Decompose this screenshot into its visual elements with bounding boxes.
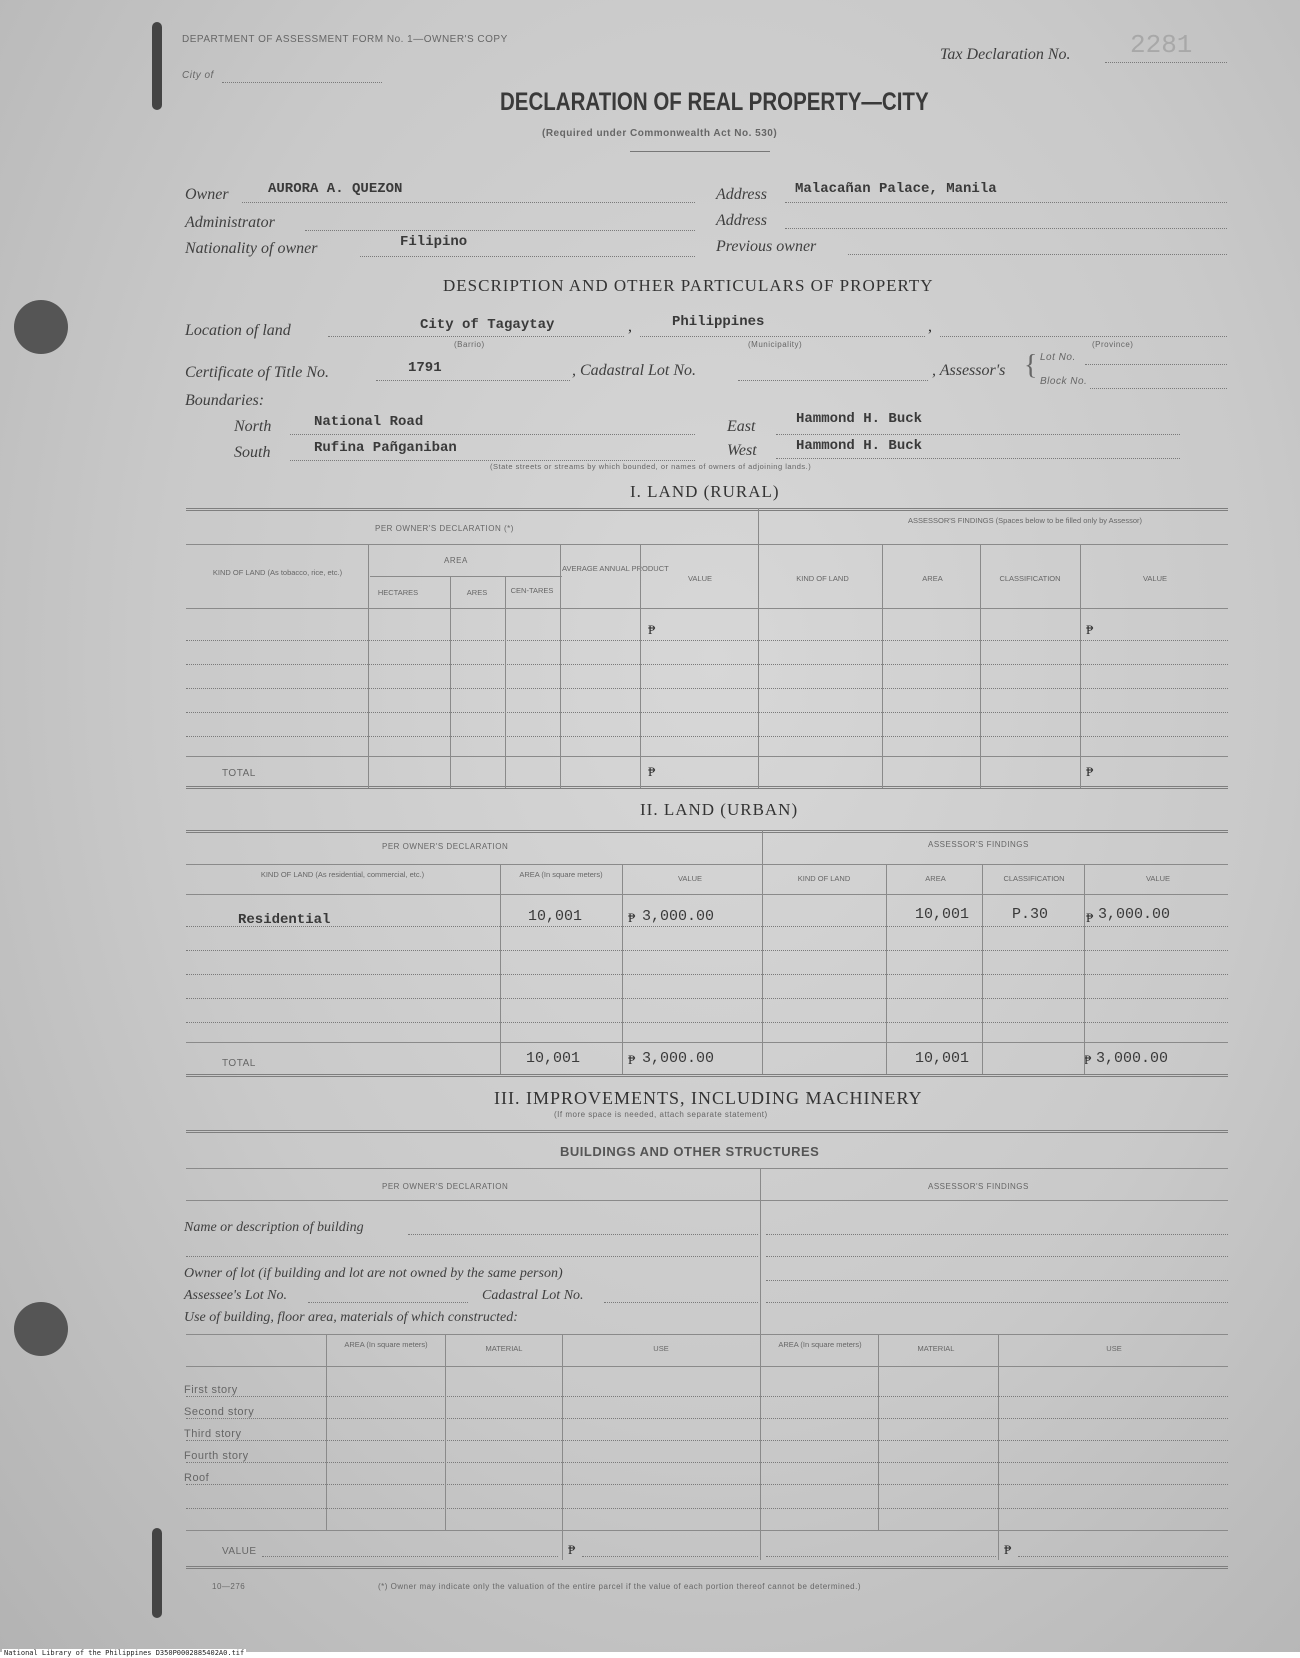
admin-address-label: Address [716, 212, 767, 229]
second-story-label: Second story [184, 1406, 255, 1418]
rural-land-heading: I. LAND (RURAL) [630, 482, 780, 501]
boundaries-label: Boundaries: [185, 392, 265, 409]
lot-no-label: Lot No. [1040, 352, 1076, 363]
address-label: Address [716, 186, 767, 203]
improvements-note: (If more space is needed, attach separate statement) [554, 1110, 768, 1119]
barrio-caption: (Barrio) [454, 340, 485, 349]
urban-total-value: 3,000.00 [642, 1050, 715, 1067]
owner-value: AURORA A. QUEZON [268, 181, 403, 197]
urban-total-label: TOTAL [222, 1058, 256, 1069]
bldg-cadastral-lot-label: Cadastral Lot No. [482, 1288, 584, 1303]
block-no-label: Block No. [1040, 376, 1088, 387]
boundaries-note: (State streets or streams by which bounded, or names of owners of adjoining lands.) [490, 462, 812, 471]
ornament [630, 151, 770, 152]
east-label: East [727, 418, 756, 435]
rural-owner-decl-header: PER OWNER'S DECLARATION (*) [375, 524, 514, 533]
nationality-value: Filipino [400, 234, 468, 250]
fastener-mark [152, 22, 162, 110]
punch-hole [14, 1302, 68, 1356]
assessor-total-value: 3,000.00 [1096, 1050, 1169, 1067]
municipality-caption: (Municipality) [748, 340, 803, 349]
certificate-value: 1791 [408, 360, 442, 376]
cadastral-lot-label: , Cadastral Lot No. [572, 362, 697, 379]
administrator-label: Administrator [185, 214, 275, 231]
first-story-label: First story [184, 1384, 238, 1396]
west-label: West [727, 442, 757, 459]
bldg-owner-decl-header: PER OWNER'S DECLARATION [382, 1182, 509, 1191]
form-title: DECLARATION OF REAL PROPERTY—CITY [500, 88, 929, 116]
fastener-mark [152, 1528, 162, 1618]
urban-value-value: 3,000.00 [642, 908, 715, 925]
brace: { [1024, 350, 1038, 381]
nationality-label: Nationality of owner [185, 240, 318, 257]
third-story-label: Third story [184, 1428, 242, 1440]
assessors-label: , Assessor's [932, 362, 1006, 379]
building-name-label: Name or description of building [184, 1220, 364, 1235]
previous-owner-label: Previous owner [716, 238, 817, 255]
bldg-assessor-header: ASSESSOR'S FINDINGS [928, 1182, 1029, 1191]
owner-of-lot-label: Owner of lot (if building and lot are not owned by the same person) [184, 1266, 563, 1281]
west-value: Hammond H. Buck [796, 438, 923, 454]
form-designation: DEPARTMENT OF ASSESSMENT FORM No. 1—OWNER'S COPY [182, 34, 508, 45]
rural-total-label: TOTAL [222, 768, 256, 779]
improvements-heading: III. IMPROVEMENTS, INCLUDING MACHINERY [494, 1088, 923, 1108]
punch-hole [14, 300, 68, 354]
fourth-story-label: Fourth story [184, 1450, 249, 1462]
owner-label: Owner [185, 186, 229, 203]
assessor-classification-value: P.30 [1012, 906, 1049, 923]
buildings-heading: BUILDINGS AND OTHER STRUCTURES [560, 1144, 820, 1159]
assessor-area-value: 10,001 [915, 906, 970, 923]
urban-total-area: 10,001 [526, 1050, 581, 1067]
roof-label: Roof [184, 1472, 210, 1484]
urban-owner-decl-header: PER OWNER'S DECLARATION [382, 842, 509, 851]
location-label: Location of land [185, 322, 291, 339]
tax-declaration-label: Tax Declaration No. [940, 46, 1071, 63]
municipality-value: Philippines [672, 314, 765, 330]
assessee-lot-label: Assessee's Lot No. [184, 1288, 287, 1303]
province-caption: (Province) [1092, 340, 1134, 349]
footnote: (*) Owner may indicate only the valuation of the entire parcel if the value of each portion thereof cannot be determined.) [378, 1582, 862, 1591]
use-of-building-label: Use of building, floor area, materials of which constructed: [184, 1310, 518, 1325]
form-subtitle: (Required under Commonwealth Act No. 530) [542, 128, 778, 139]
bldg-value-label: VALUE [222, 1546, 257, 1557]
document-page: DEPARTMENT OF ASSESSMENT FORM No. 1—OWNER'S COPY City of Tax Declaration No. 2281 DECLARATION OF REAL PROPERTY—CITY (Required under Commonwealth Act No. 530) Owner AURORA A. QUEZON Address Malacañan Palace, Manila Administrator Address Nationality of owner Filipino Previous owner DESCRIPTION AND OTHER PARTICULARS OF PROPERTY Location of land City of Tagaytay (Barrio) , Philippines (Municipality) , (Province) Certificate of Title No. 1791 , Cadastral Lot No. , Assessor's { Lot No. Block No. Boundaries: North National Road East Hammond H. Buck South Rufina Pañganiban West Hammond H. Buck (State streets or streams by which bounded, or names of owners of adjoining lands.) I. LAND (RURAL) PER OWNER'S DECLARATION (*) ASSESSOR'S FINDINGS (Spaces below to be filled only by Assessor) AREA KIND OF LAND (As tobacco, rice, etc.) HECTARES ARES CEN-TARES AVERAGE ANNUAL PRODUCT VALUE KIND OF LAND AREA CLASSIFICATION VALUE ₱ ₱ TOTAL ₱ ₱ II. LAND (URBAN) PER OWNER'S DECLARATION ASSESSOR'S FINDINGS KIND OF LAND (As residential, commercial, etc.) AREA (In square meters) VALUE KIND OF LAND AREA CLASSIFICATION VALUE Residential 10,001 ₱ 3,000.00 10,001 P.30 ₱ 3,000.00 TOTAL 10,001 ₱ 3,000.00 10,001 ₱ 3,000.00 III. IMPROVEMENTS, INCLUDING MACHINERY (If more space is needed, attach separate statement) BUILDINGS AND OTHER STRUCTURES PER OWNER'S DECLARATION ASSESSOR'S FINDINGS Name or description of building Owner of lot (if building and lot are not owned by the same person) Assessee's Lot No. Cadastral Lot No. Use of building, floor area, materials of which constructed: AREA (In square meters) MATERIAL USE AREA (In square meters) MATERIAL USE First story Second story Third story Fourth story Roof VALUE ₱ ₱ 10—276 (*) Owner may indicate only the valuation of the entire parcel if the value of each portion thereof cannot be determined.) [0, 0, 1300, 1652]
east-value: Hammond H. Buck [796, 411, 923, 427]
assessor-total-area: 10,001 [915, 1050, 970, 1067]
tax-declaration-number: 2281 [1130, 30, 1193, 60]
city-of-label: City of [182, 70, 214, 81]
scan-footer-text: National Library of the Philippines D350P0002885402A0.tif [4, 1649, 245, 1657]
rural-assessor-header: ASSESSOR'S FINDINGS (Spaces below to be filled only by Assessor) [907, 516, 1143, 525]
urban-land-heading: II. LAND (URBAN) [640, 800, 799, 819]
urban-kind-value: Residential [238, 912, 331, 928]
barrio-value: City of Tagaytay [420, 317, 555, 333]
property-description-heading: DESCRIPTION AND OTHER PARTICULARS OF PROPERTY [443, 276, 934, 295]
assessor-value-value: 3,000.00 [1098, 906, 1171, 923]
south-label: South [234, 444, 271, 461]
south-value: Rufina Pañganiban [314, 440, 457, 456]
address-value: Malacañan Palace, Manila [795, 181, 997, 197]
urban-assessor-header: ASSESSOR'S FINDINGS [928, 840, 1029, 849]
north-value: National Road [314, 414, 424, 430]
print-code: 10—276 [212, 1582, 246, 1591]
north-label: North [234, 418, 272, 435]
urban-area-value: 10,001 [528, 908, 583, 925]
certificate-label: Certificate of Title No. [185, 364, 329, 381]
